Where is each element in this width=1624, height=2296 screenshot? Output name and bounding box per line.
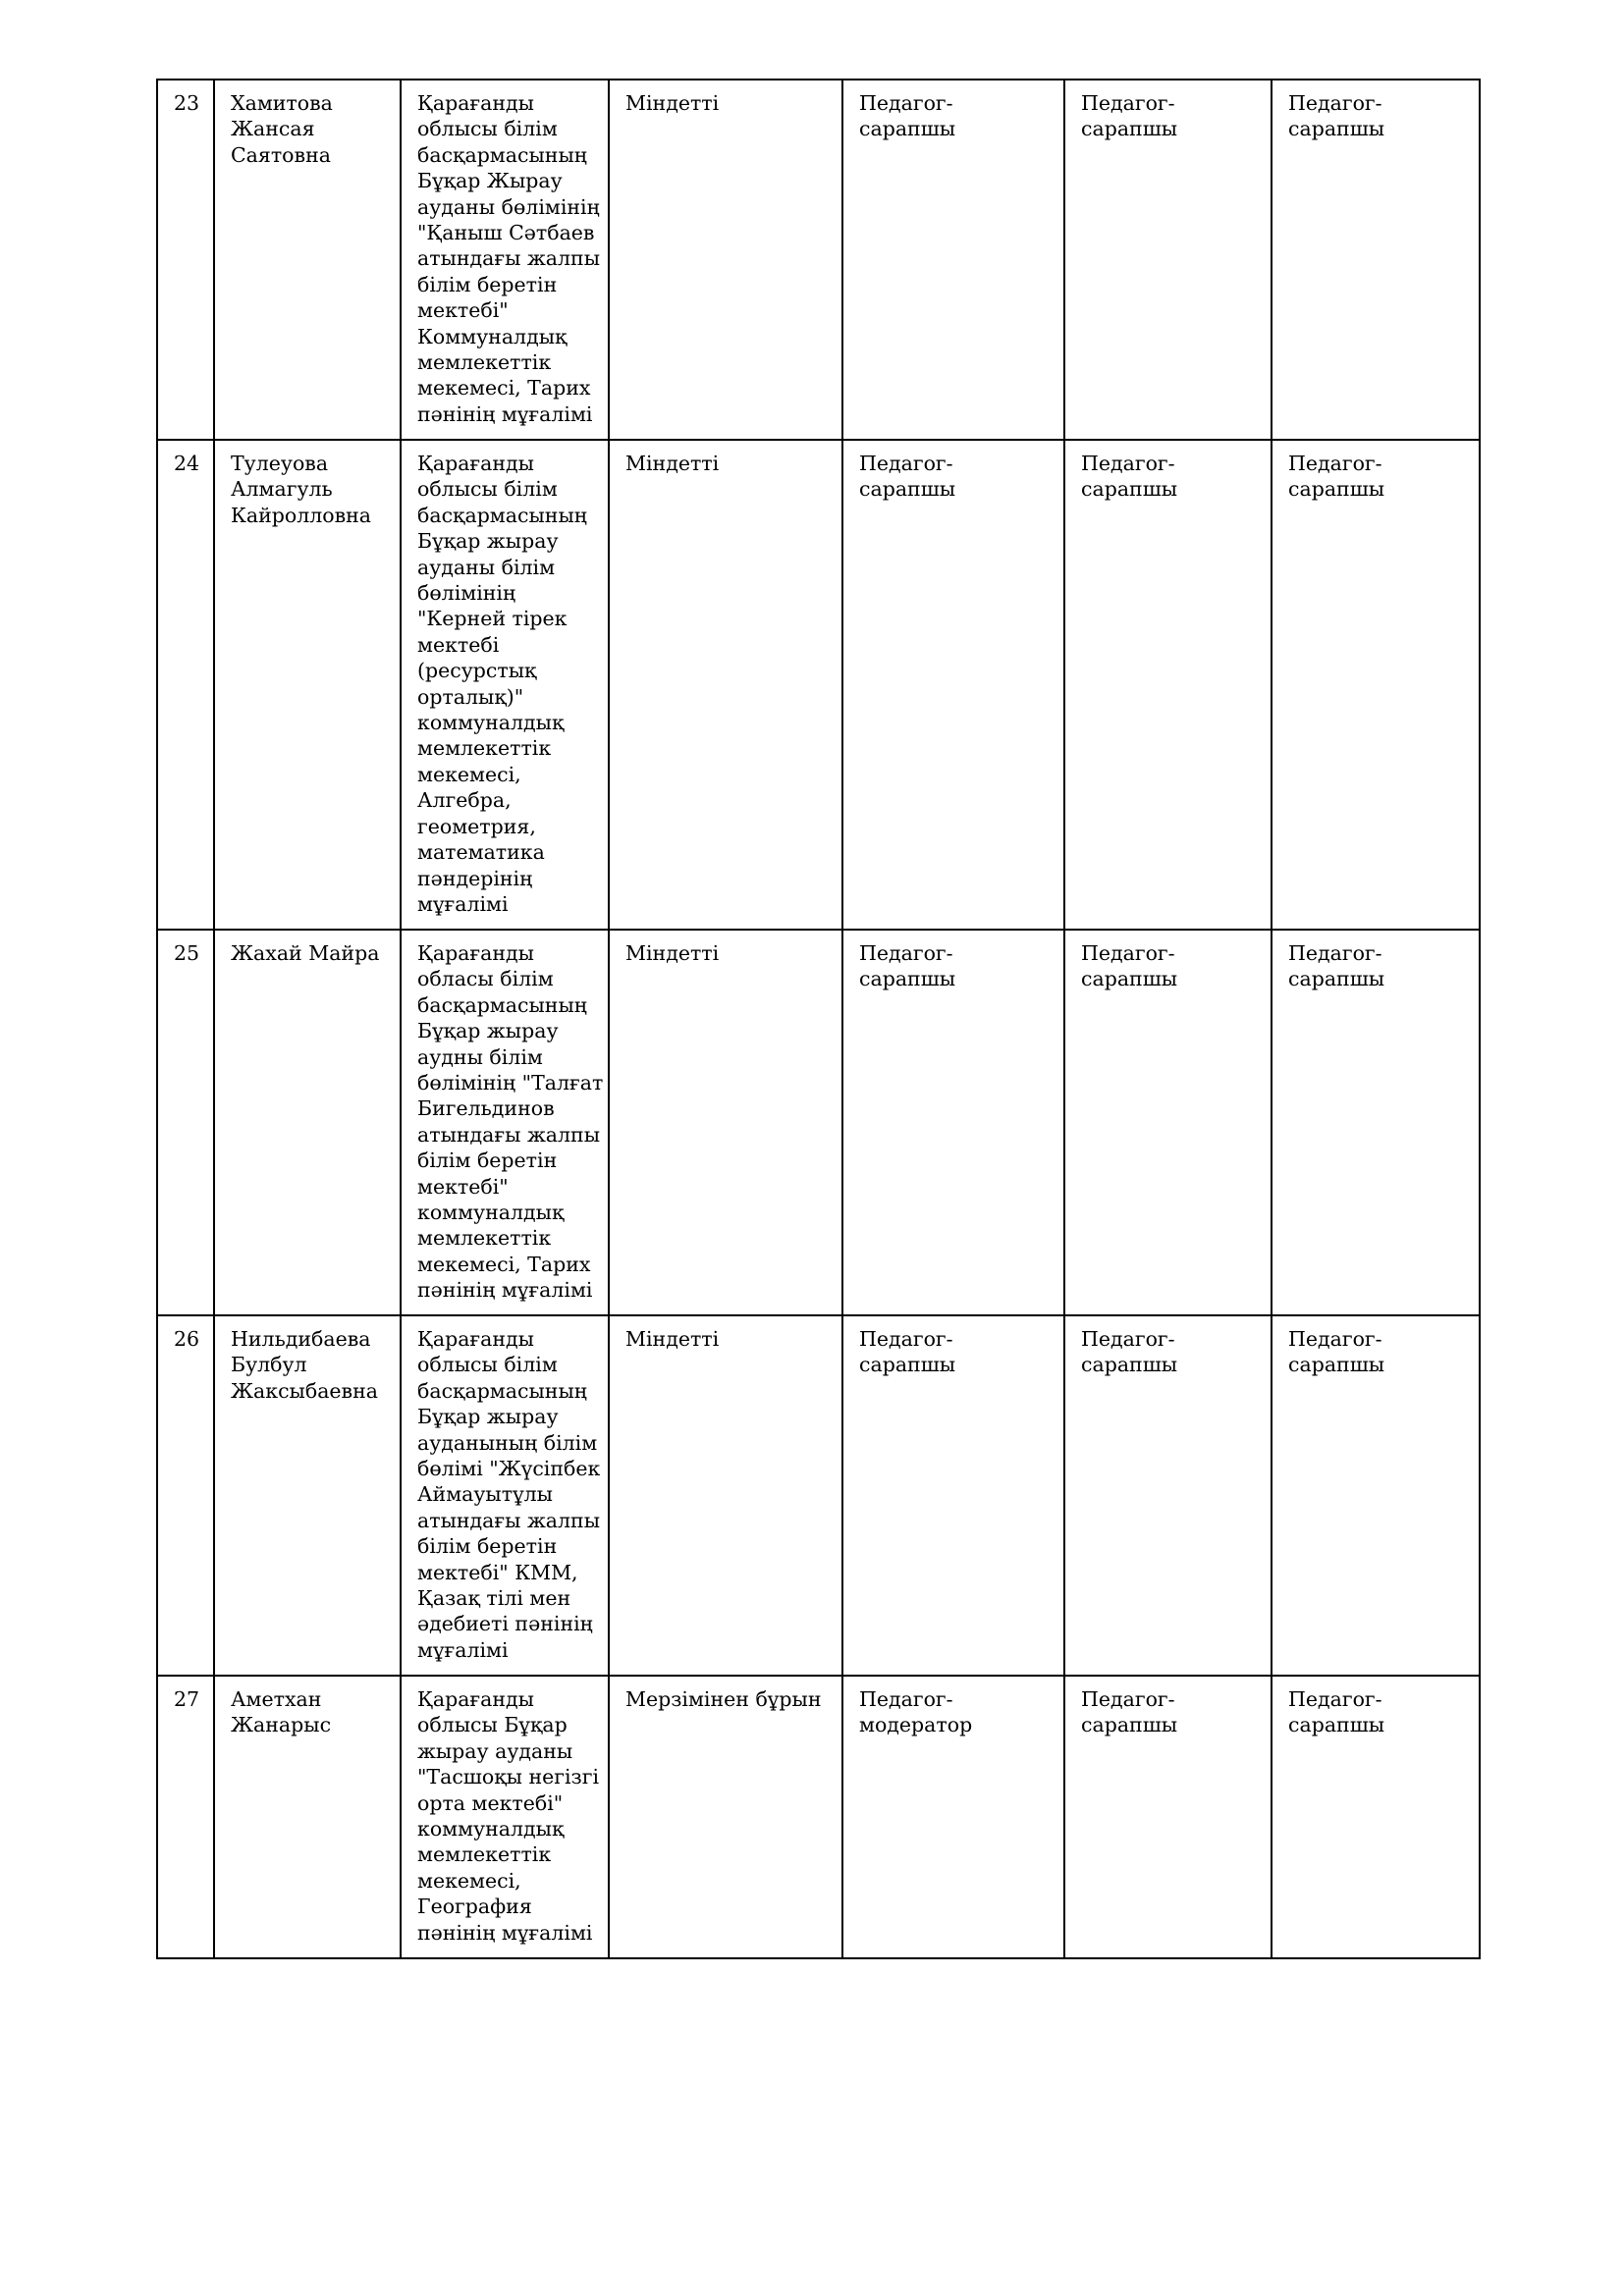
org-line: атындағы жалпы bbox=[417, 246, 601, 271]
org-line: Бұқар жырау bbox=[417, 1405, 559, 1429]
org-line: Қарағанды bbox=[417, 941, 534, 965]
org-line: Бұқар Жырау bbox=[417, 169, 563, 193]
org-line: мекемесі, Тарих bbox=[417, 376, 591, 400]
table-row bbox=[157, 930, 1480, 1315]
table-body bbox=[157, 80, 1480, 1958]
category-current: Педагог-сарапшы bbox=[842, 930, 1064, 1315]
org-line: "Керней тірек bbox=[417, 607, 568, 631]
org-line: Қарағанды bbox=[417, 1327, 534, 1351]
organization bbox=[401, 80, 609, 440]
teacher-name bbox=[214, 80, 401, 440]
org-line: Бұқар жырау bbox=[417, 1019, 559, 1043]
org-line: "Қаныш Сәтбаев bbox=[417, 221, 595, 245]
attestation-type: Мерзімінен бұрын bbox=[609, 1676, 842, 1958]
category-current: Педагог-сарапшы bbox=[842, 1315, 1064, 1676]
table-row bbox=[157, 80, 1480, 440]
org-line: Қазақ тілі мен bbox=[417, 1586, 571, 1611]
org-line: Коммуналдық bbox=[417, 324, 568, 348]
org-line: аудны білім bbox=[417, 1044, 543, 1069]
org-line: коммуналдық bbox=[417, 1817, 565, 1842]
category-assigned: Педагог-сарапшы bbox=[1272, 440, 1480, 930]
category-assigned: Педагог-сарапшы bbox=[1272, 1676, 1480, 1958]
name-line: Жаксыбаевна bbox=[231, 1378, 378, 1403]
org-line: ауданы бөлімінің bbox=[417, 194, 600, 219]
name-line: Саятовна bbox=[231, 142, 331, 167]
name-line: Тулеуова bbox=[231, 452, 329, 475]
org-line: бөлімінің bbox=[417, 581, 516, 606]
org-line: облысы білім bbox=[417, 477, 558, 502]
name-line: Аметхан bbox=[231, 1687, 322, 1711]
org-line: басқармасының bbox=[417, 1378, 587, 1403]
category-assigned: Педагог-сарапшы bbox=[1272, 1315, 1480, 1676]
name-line: Жанарыс bbox=[231, 1713, 332, 1737]
org-line: атындағы жалпы bbox=[417, 1122, 601, 1147]
name-line: Нильдибаева bbox=[231, 1327, 371, 1351]
org-line: білім беретін bbox=[417, 1148, 558, 1173]
org-line: ауданы білім bbox=[417, 555, 556, 579]
org-line: басқармасының bbox=[417, 503, 587, 527]
category-claimed: Педагог-сарапшы bbox=[1064, 440, 1272, 930]
org-line: Алгебра, bbox=[417, 788, 512, 813]
org-line: басқармасының bbox=[417, 142, 587, 167]
org-line: геометрия, bbox=[417, 814, 536, 838]
org-line: (ресурстық bbox=[417, 659, 537, 683]
category-current: Педагог-модератор bbox=[842, 1676, 1064, 1958]
org-line: жырау ауданы bbox=[417, 1738, 573, 1763]
org-line: Қарағанды bbox=[417, 91, 534, 115]
org-line: пәнінің мұғалімі bbox=[417, 1920, 593, 1945]
category-assigned: Педагог-сарапшы bbox=[1272, 930, 1480, 1315]
org-line: облысы білім bbox=[417, 1353, 558, 1377]
category-current: Педагог-сарапшы bbox=[842, 440, 1064, 930]
category-claimed: Педагог-сарапшы bbox=[1064, 80, 1272, 440]
organization bbox=[401, 440, 609, 930]
org-line: әдебиеті пәнінің bbox=[417, 1612, 593, 1636]
org-line: мұғалімі bbox=[417, 891, 509, 916]
row-number: 26 bbox=[157, 1315, 214, 1676]
org-line: пәндерінің bbox=[417, 866, 533, 890]
table-row bbox=[157, 440, 1480, 930]
teacher-name bbox=[214, 930, 401, 1315]
name-line: Алмагуль bbox=[231, 477, 333, 502]
org-line: басқармасының bbox=[417, 992, 587, 1017]
name-line: Жансая bbox=[231, 117, 315, 141]
category-claimed: Педагог-сарапшы bbox=[1064, 1676, 1272, 1958]
org-line: мемлекеттік bbox=[417, 1226, 552, 1251]
organization bbox=[401, 1315, 609, 1676]
org-line: мемлекеттік bbox=[417, 350, 552, 375]
org-line: мектебі bbox=[417, 632, 500, 657]
org-line: коммуналдық bbox=[417, 711, 565, 735]
category-claimed: Педагог-сарапшы bbox=[1064, 1315, 1272, 1676]
org-line: мектебі" bbox=[417, 1174, 509, 1199]
org-line: математика bbox=[417, 840, 545, 865]
row-number: 23 bbox=[157, 80, 214, 440]
org-line: мекемесі, bbox=[417, 762, 521, 786]
org-line: атындағы жалпы bbox=[417, 1508, 601, 1532]
org-line: мұғалімі bbox=[417, 1637, 509, 1662]
org-line: мектебі" КММ, bbox=[417, 1560, 578, 1584]
org-line: білім беретін bbox=[417, 1534, 558, 1559]
org-line: пәнінің мұғалімі bbox=[417, 401, 593, 426]
org-line: "Тасшоқы негізгі bbox=[417, 1765, 600, 1789]
teacher-name bbox=[214, 440, 401, 930]
org-line: География bbox=[417, 1895, 532, 1919]
teacher-name bbox=[214, 1676, 401, 1958]
org-line: коммуналдық bbox=[417, 1201, 565, 1225]
org-line: Қарағанды bbox=[417, 452, 534, 475]
row-number: 27 bbox=[157, 1676, 214, 1958]
org-line: мемлекеттік bbox=[417, 736, 552, 761]
row-number: 25 bbox=[157, 930, 214, 1315]
org-line: Қарағанды bbox=[417, 1687, 534, 1711]
name-line: Жахай Майра bbox=[231, 941, 380, 965]
name-line: Булбул bbox=[231, 1353, 307, 1377]
org-line: орталық)" bbox=[417, 684, 524, 709]
org-line: ауданының білім bbox=[417, 1430, 598, 1455]
attestation-type: Міндетті bbox=[609, 80, 842, 440]
org-line: Бигельдинов bbox=[417, 1096, 555, 1121]
org-line: орта мектебі" bbox=[417, 1790, 564, 1815]
org-line: мемлекеттік bbox=[417, 1842, 552, 1867]
row-number: 24 bbox=[157, 440, 214, 930]
organization bbox=[401, 930, 609, 1315]
attestation-type: Міндетті bbox=[609, 1315, 842, 1676]
org-line: мекемесі, Тарих bbox=[417, 1252, 591, 1276]
category-current: Педагог-сарапшы bbox=[842, 80, 1064, 440]
attestation-type: Міндетті bbox=[609, 440, 842, 930]
table-row bbox=[157, 1315, 1480, 1676]
teacher-name bbox=[214, 1315, 401, 1676]
org-line: мекемесі, bbox=[417, 1868, 521, 1893]
org-line: бөлімінің "Талғат bbox=[417, 1071, 604, 1095]
org-line: Бұқар жырау bbox=[417, 529, 559, 554]
org-line: Аймауытұлы bbox=[417, 1482, 553, 1507]
org-line: бөлімі "Жүсіпбек bbox=[417, 1457, 601, 1481]
org-line: облысы білім bbox=[417, 117, 558, 141]
name-line: Кайролловна bbox=[231, 503, 372, 527]
org-line: облысы Бұқар bbox=[417, 1713, 568, 1737]
attestation-table bbox=[156, 79, 1481, 1959]
category-assigned: Педагог-сарапшы bbox=[1272, 80, 1480, 440]
org-line: мектебі" bbox=[417, 298, 509, 323]
org-line: обласы білім bbox=[417, 967, 554, 991]
organization bbox=[401, 1676, 609, 1958]
org-line: пәнінің мұғалімі bbox=[417, 1278, 593, 1303]
attestation-type: Міндетті bbox=[609, 930, 842, 1315]
table-row bbox=[157, 1676, 1480, 1958]
name-line: Хамитова bbox=[231, 91, 333, 115]
org-line: білім беретін bbox=[417, 272, 558, 296]
category-claimed: Педагог-сарапшы bbox=[1064, 930, 1272, 1315]
